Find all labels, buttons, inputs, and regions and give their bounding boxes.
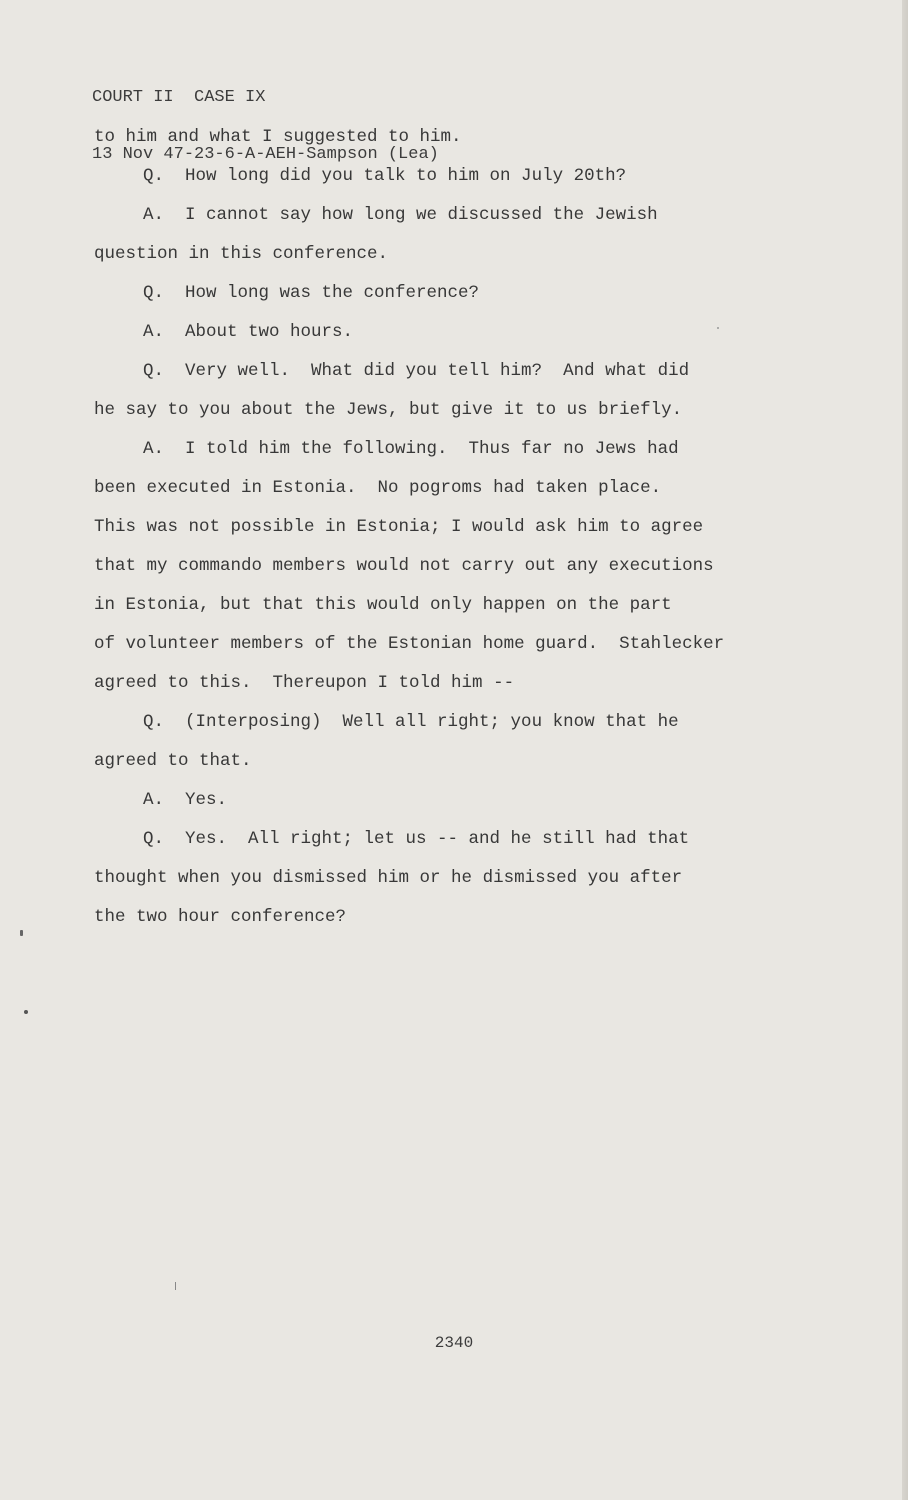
transcript-line: the two hour conference? <box>94 907 347 927</box>
transcript-line: question in this conference. <box>94 244 389 264</box>
header-case-line: COURT II CASE IX <box>92 88 266 107</box>
page-edge <box>902 0 908 1500</box>
transcript-line: Q. Very well. What did you tell him? And what did <box>143 361 690 381</box>
transcript-line: to him and what I suggested to him. <box>94 127 462 147</box>
transcript-line: thought when you dismissed him or he dismissed you after <box>94 868 683 888</box>
transcript-line: Q. How long was the conference? <box>143 283 480 303</box>
transcript-line: A. Yes. <box>143 790 228 810</box>
page-number: 2340 <box>434 1334 474 1352</box>
transcript-line: been executed in Estonia. No pogroms had taken place. <box>94 478 662 498</box>
transcript-line: Q. How long did you talk to him on July 20th? <box>143 166 627 186</box>
transcript-line: A. I told him the following. Thus far no Jews had <box>143 439 679 459</box>
paper-speck <box>175 1282 176 1290</box>
transcript-line: Q. (Interposing) Well all right; you know that he <box>143 712 679 732</box>
transcript-line: A. I cannot say how long we discussed the Jewish <box>143 205 658 225</box>
transcript-line: that my commando members would not carry out any executions <box>94 556 714 576</box>
transcript-line: in Estonia, but that this would only happen on the part <box>94 595 672 615</box>
transcript-line: A. About two hours. <box>143 322 354 342</box>
paper-speck <box>24 1010 28 1014</box>
transcript-line: agreed to that. <box>94 751 252 771</box>
transcript-line: of volunteer members of the Estonian home guard. Stahlecker <box>94 634 725 654</box>
paper-speck <box>717 327 719 329</box>
transcript-body <box>94 124 814 943</box>
transcript-line: agreed to this. Thereupon I told him -- <box>94 673 515 693</box>
transcript-line: This was not possible in Estonia; I would ask him to agree <box>94 517 704 537</box>
paper-speck <box>20 930 23 936</box>
transcript-line: Q. Yes. All right; let us -- and he still had that <box>143 829 690 849</box>
header-reference-line: 13 Nov 47-23-6-A-AEH-Sampson (Lea) <box>92 145 439 164</box>
transcript-line: he say to you about the Jews, but give it to us briefly. <box>94 400 683 420</box>
